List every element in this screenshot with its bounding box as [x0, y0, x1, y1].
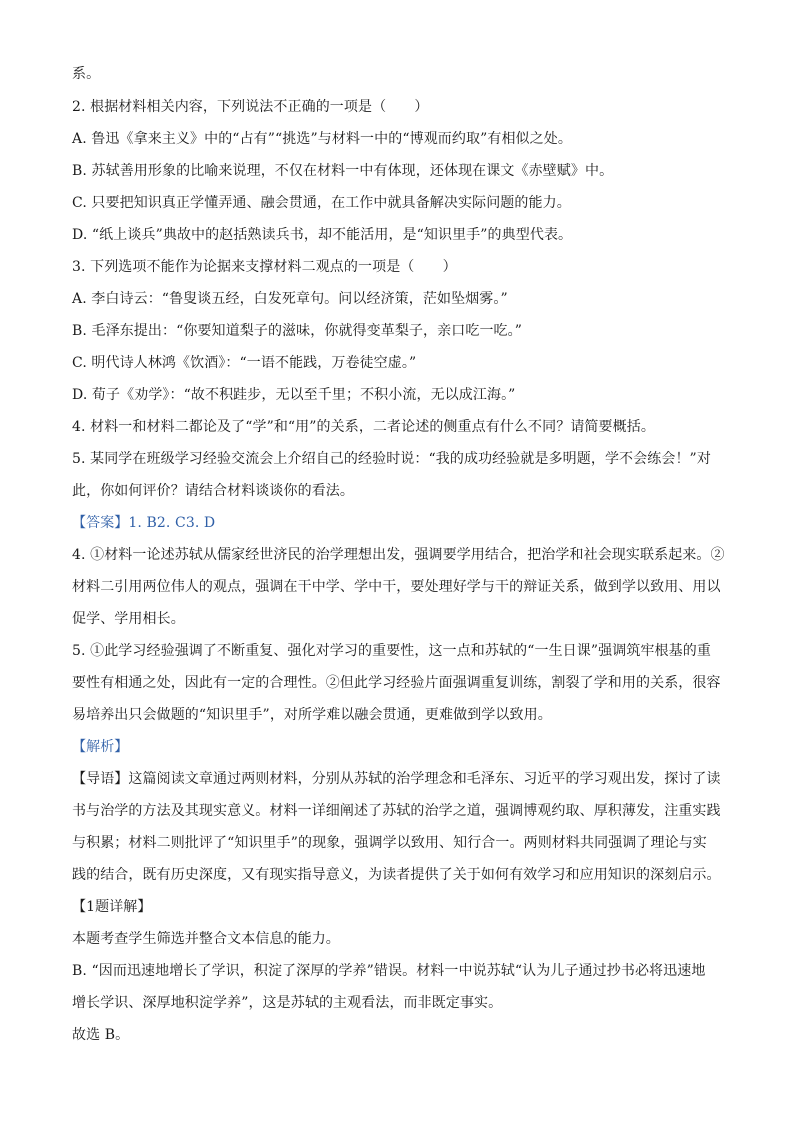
- detail-heading: 【1题详解】: [72, 899, 152, 915]
- detail-line-1: 本题考查学生筛选并整合文本信息的能力。: [72, 931, 340, 947]
- option-2c: C. 只要把知识真正学懂弄通、融会贯通，在工作中就具备解决实际问题的能力。: [72, 195, 571, 211]
- question-3: 3. 下列选项不能作为论据来支撑材料二观点的一项是（ ）: [72, 259, 457, 275]
- detail-line-2: B. “因而迅速地增长了学识，积淀了深厚的学养”错误。材料一中说苏轼“认为儿子通过抄书必将迅速地: [72, 963, 706, 979]
- question-4: 4. 材料一和材料二都论及了“学”和“用”的关系，二者论述的侧重点有什么不同？请简要概括。: [72, 419, 655, 435]
- answer-5-line-1: 5. ①此学习经验强调了不断重复、强化对学习的重要性，这一点和苏轼的“一生日课”强调筑牢根基的重: [72, 643, 711, 659]
- option-2d: D. “纸上谈兵”典故中的赵括熟读兵书，却不能活用，是“知识里手”的典型代表。: [72, 227, 573, 243]
- option-2b: B. 苏轼善用形象的比喻来说理，不仅在材料一中有体现，还体现在课文《赤壁赋》中。: [72, 163, 614, 179]
- question-2: 2. 根据材料相关内容，下列说法不正确的一项是（ ）: [72, 99, 429, 115]
- intro-line-3: 与积累；材料二则批评了“知识里手”的现象，强调学以致用、知行合一。两则材料共同强调了理论与实: [72, 835, 707, 851]
- answer-4-line-1: 4. ①材料一论述苏轼从儒家经世济民的治学理想出发，强调要学用结合，把治学和社会现实联系起来。②: [72, 547, 725, 563]
- intro-line-1: 【导语】这篇阅读文章通过两则材料，分别从苏轼的治学理念和毛泽东、习近平的学习观出发，探讨了读: [72, 771, 721, 787]
- answer-5-line-3: 易培养出只会做题的“知识里手”，对所学难以融会贯通，更难做到学以致用。: [72, 707, 552, 723]
- answer-5-line-2: 要性有相通之处，因此有一定的合理性。②但此学习经验片面强调重复训练，割裂了学和用的关系，很容: [72, 675, 721, 691]
- detail-conclusion: 故选 B。: [72, 1027, 130, 1043]
- analysis-heading: 【解析】: [72, 739, 129, 755]
- option-3c: C. 明代诗人林鸿《饮酒》：“一语不能践，万卷徒空虚。”: [72, 355, 417, 371]
- detail-line-3: 增长学识、深厚地积淀学养”，这是苏轼的主观看法，而非既定事实。: [72, 995, 503, 1011]
- option-2a: A. 鲁迅《拿来主义》中的“占有”“挑选”与材料一中的“博观而约取”有相似之处。: [72, 131, 572, 147]
- intro-line-2: 书与治学的方法及其现实意义。材料一详细阐述了苏轼的治学之道，强调博观约取、厚积薄发，注重实践: [72, 803, 721, 819]
- answer-4-line-2: 材料二引用两位伟人的观点，强调在干中学、学中干，要处理好学与干的辩证关系，做到学以致用、用以: [72, 579, 721, 595]
- intro-line-4: 践的结合，既有历史深度，又有现实指导意义，为读者提供了关于如何有效学习和应用知识的深刻启示。: [72, 867, 721, 883]
- option-3a: A. 李白诗云：“鲁叟谈五经，白发死章句。问以经济策，茫如坠烟雾。”: [72, 291, 508, 307]
- question-5-cont: 此，你如何评价？请结合材料谈谈你的看法。: [72, 483, 354, 499]
- option-3d: D. 荀子《劝学》：“故不积跬步，无以至千里；不积小流，无以成江海。”: [72, 387, 516, 403]
- question-5: 5. 某同学在班级学习经验交流会上介绍自己的经验时说：“我的成功经验就是多明题，学不会练会！”对: [72, 451, 711, 467]
- text-line: 系。: [72, 66, 101, 82]
- answer-4-line-3: 促学、学用相长。: [72, 611, 185, 627]
- option-3b: B. 毛泽东提出：“你要知道梨子的滋味，你就得变革梨子，亲口吃一吃。”: [72, 323, 523, 339]
- answer-line: 【答案】1. B2. C3. D: [72, 515, 216, 531]
